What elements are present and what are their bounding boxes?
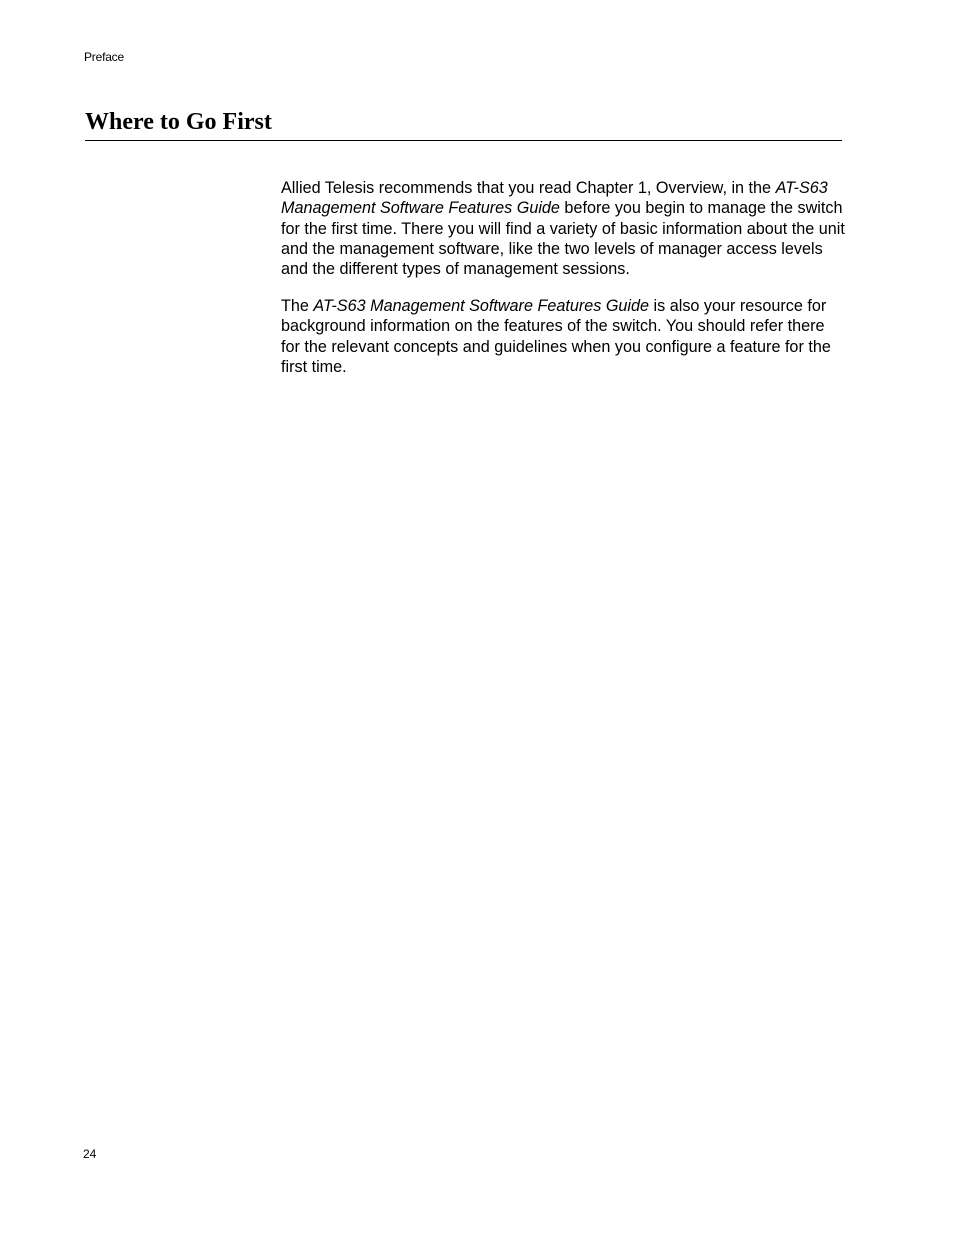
- section-title: Where to Go First: [85, 109, 272, 135]
- paragraph-1-text-end: before you begin to manage the switch for the first time. There you will find a variety of basic information about the unit and the management software, like the two levels of manager access levels and the different types of management sessions.: [281, 199, 845, 279]
- running-header: Preface: [84, 50, 124, 64]
- paragraph-2-text-end: is also your resource for background information on the features of the switch. You should refer there for the relevant concepts and guidelines when you configure a feature for the first time.: [281, 296, 831, 376]
- paragraph-1: [281, 178, 846, 279]
- paragraph-2-text-start: The: [281, 296, 314, 315]
- paragraph-1-text-start: Allied Telesis recommends that you read Chapter 1, Overview, in the: [281, 179, 776, 197]
- paragraph-1-guide-title: AT-S63 Management Software Features Guide: [281, 179, 828, 218]
- body-text: [281, 178, 846, 394]
- page-number: 24: [83, 1147, 97, 1161]
- paragraph-2: [281, 296, 846, 377]
- title-rule: [85, 140, 842, 141]
- paragraph-2-guide-title: AT-S63 Management Software Features Guide: [313, 296, 650, 315]
